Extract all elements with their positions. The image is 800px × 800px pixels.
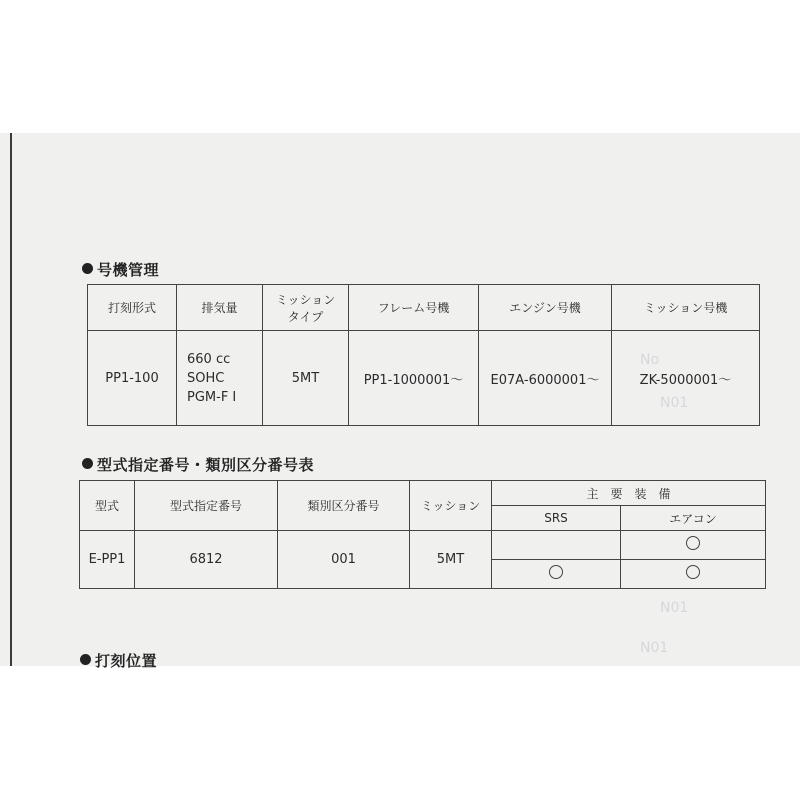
header-stamp-type: 打刻形式	[88, 285, 177, 331]
header-mission-line2: タイプ	[287, 309, 324, 324]
cell-designation-no: 6812	[135, 531, 278, 589]
table-row	[88, 331, 760, 426]
header-mission-no: ミッション号機	[612, 285, 760, 331]
header-aircon: エアコン	[621, 506, 766, 531]
section-title-stamp-position	[80, 650, 157, 671]
cell-srs-2	[492, 560, 621, 589]
bullet-icon	[82, 458, 93, 469]
header-class-no: 類別区分番号	[278, 481, 410, 531]
displacement-line2: SOHC	[187, 370, 225, 386]
cell-mission-type: 5MT	[263, 331, 349, 426]
aircon-circle-mark-1	[686, 536, 700, 550]
aircon-circle-mark-2	[686, 565, 700, 579]
cell-mission-no: ZK-5000001～	[612, 331, 760, 426]
cell-mission: 5MT	[410, 531, 492, 589]
srs-circle-mark-2	[549, 565, 563, 579]
header-engine-no: エンジン号機	[479, 285, 612, 331]
section-title-serial-management	[82, 259, 159, 280]
page-binding-edge	[10, 133, 12, 666]
header-frame-no: フレーム号機	[349, 285, 479, 331]
header-main-equipment: 主 要 装 備	[492, 481, 766, 506]
cell-frame-no: PP1-1000001～	[349, 331, 479, 426]
serial-management-table	[87, 284, 760, 426]
cell-stamp-type: PP1-100	[88, 331, 177, 426]
section-title-text: 打刻位置	[95, 652, 158, 670]
header-displacement: 排気量	[177, 285, 263, 331]
displacement-line3: PGM-F I	[187, 389, 237, 405]
header-srs: SRS	[492, 506, 621, 531]
cell-displacement	[177, 331, 263, 426]
header-designation-no: 型式指定番号	[135, 481, 278, 531]
cell-aircon-1	[621, 531, 766, 560]
section-title-text: 型式指定番号・類別区分番号表	[97, 456, 315, 474]
header-model: 型式	[80, 481, 135, 531]
table-row	[80, 531, 766, 560]
cell-engine-no: E07A-6000001～	[479, 331, 612, 426]
cell-class-no: 001	[278, 531, 410, 589]
section-title-text: 号機管理	[97, 261, 160, 279]
cell-srs-1	[492, 531, 621, 560]
bullet-icon	[82, 263, 93, 274]
header-mission-line1: ミッション	[275, 292, 336, 307]
header-mission-type	[263, 285, 349, 331]
section-title-model-designation	[82, 454, 314, 475]
cell-aircon-2	[621, 560, 766, 589]
model-designation-table	[79, 480, 766, 589]
displacement-line1: 660 cc	[187, 351, 231, 367]
table-header-row	[88, 285, 760, 331]
table-header-row	[80, 481, 766, 506]
cell-model: E-PP1	[80, 531, 135, 589]
header-mission: ミッション	[410, 481, 492, 531]
bullet-icon	[80, 654, 91, 665]
